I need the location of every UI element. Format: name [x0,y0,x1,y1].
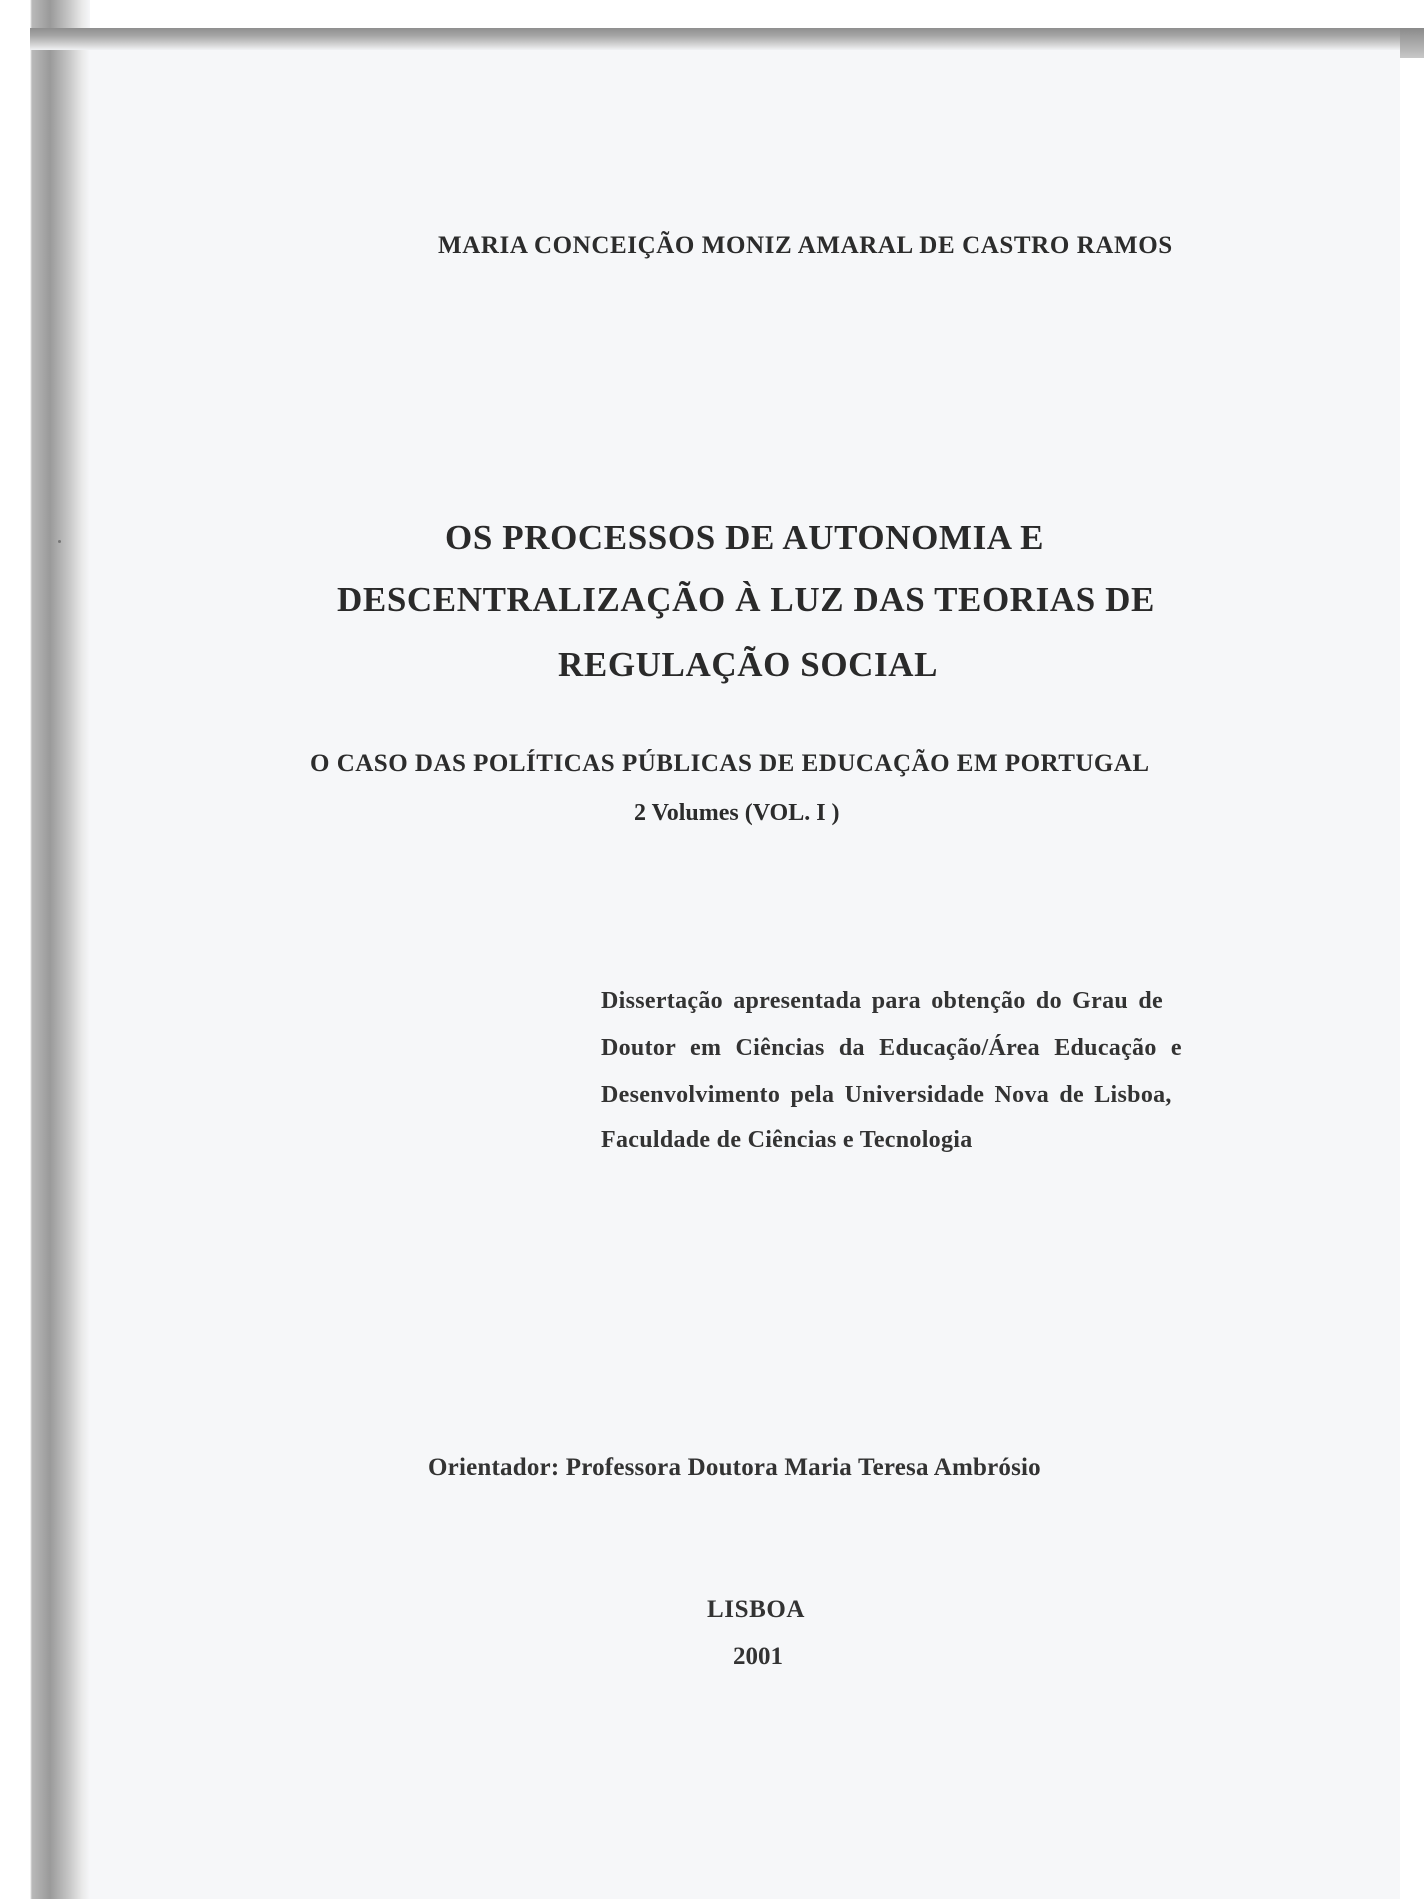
subtitle: O CASO DAS POLÍTICAS PÚBLICAS DE EDUCAÇÃO EM PORTUGAL [310,750,1150,777]
year: 2001 [733,1643,783,1670]
dissertation-line-3: Desenvolvimento pela Universidade Nova de Lisboa, [601,1082,1172,1108]
city: LISBOA [707,1596,806,1623]
scan-top-edge [30,28,1424,50]
scan-speck [58,540,61,543]
title-line-2: DESCENTRALIZAÇÃO À LUZ DAS TEORIAS DE [337,580,1155,619]
dissertation-line-2: Doutor em Ciências da Educação/Área Educação e [601,1035,1182,1061]
dissertation-line-4: Faculdade de Ciências e Tecnologia [601,1127,973,1153]
title-line-1: OS PROCESSOS DE AUTONOMIA E [445,518,1045,557]
dissertation-line-1: Dissertação apresentada para obtenção do Grau de [601,988,1163,1014]
author-name: MARIA CONCEIÇÃO MONIZ AMARAL DE CASTRO RAMOS [438,232,1173,259]
volume-info: 2 Volumes (VOL. I ) [634,800,840,826]
advisor: Orientador: Professora Doutora Maria Teresa Ambrósio [428,1454,1041,1481]
scan-top-corner [1400,28,1424,58]
title-line-3: REGULAÇÃO SOCIAL [558,645,939,684]
scan-left-edge [0,0,90,1899]
